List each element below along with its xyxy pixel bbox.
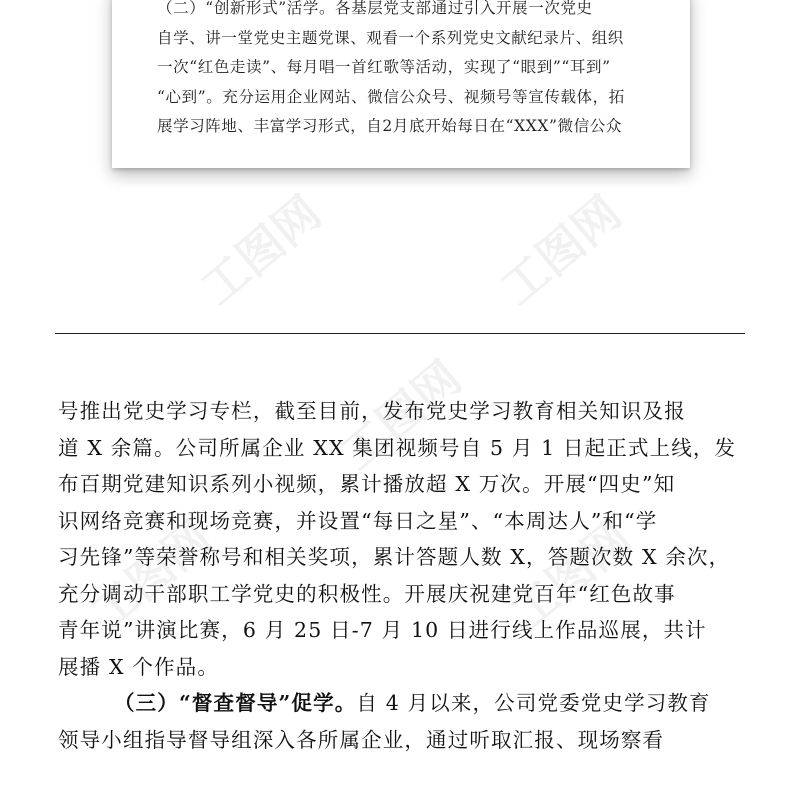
preview-line: 展学习阵地、丰富学习形式，自2月底开始每日在“XXX”微信公众 bbox=[157, 117, 622, 135]
preview-text bbox=[157, 0, 657, 142]
body-line: 道 X 余篇。公司所属企业 XX 集团视频号自 5 月 1 日起正式上线，发 bbox=[58, 435, 737, 460]
section-heading: （三）“督查督导”促学。 bbox=[114, 691, 357, 715]
preview-area bbox=[0, 0, 800, 290]
document-page-preview bbox=[112, 0, 690, 168]
body-line: 识网络竞赛和现场竞赛，并设置“每日之星”、“本周达人”和“学 bbox=[58, 508, 658, 533]
section-text: 自 4 月以来，公司党委党史学习教育 bbox=[356, 691, 711, 715]
preview-line: 自学、讲一堂党史主题党课、观看一个系列党史文献纪录片、组织 bbox=[157, 28, 624, 47]
watermark: 工图网 bbox=[330, 350, 472, 481]
body-line: 习先锋”等荣誉称号和相关奖项，累计答题人数 X，答题次数 X 余次， bbox=[58, 545, 731, 569]
preview-line: “心到”。充分运用企业网站、微信公众号、视频号等宣传载体，拓 bbox=[157, 87, 625, 106]
watermark: 工图网 bbox=[80, 510, 222, 641]
body-line: 布百期党建知识系列小视频，累计播放超 X 万次。开展“四史”知 bbox=[58, 472, 676, 496]
document-body bbox=[58, 393, 748, 758]
section-three-line bbox=[58, 685, 748, 722]
preview-line: 一次“红色走读”、每月唱一首红歌等活动，实现了“眼到”“耳到” bbox=[157, 58, 611, 76]
body-line: 青年说”讲演比赛，6 月 25 日-7 月 10 日进行线上作品巡展，共计 bbox=[58, 618, 707, 642]
body-line: 号推出党史学习专栏，截至目前，发布党史学习教育相关知识及报 bbox=[58, 399, 686, 423]
body-line: 充分调动干部职工学党史的积极性。开展庆祝建党百年“红色故事 bbox=[58, 581, 676, 606]
preview-line: （二）“创新形式”活学。各基层党支部通过引入开展一次党史 bbox=[157, 0, 593, 17]
watermark: 工图网 bbox=[500, 510, 642, 641]
body-line: 展播 X 个作品。 bbox=[58, 654, 219, 679]
body-line: 领导小组指导督导组深入各所属企业，通过听取汇报、现场察看 bbox=[58, 727, 665, 752]
page-divider bbox=[55, 333, 745, 334]
